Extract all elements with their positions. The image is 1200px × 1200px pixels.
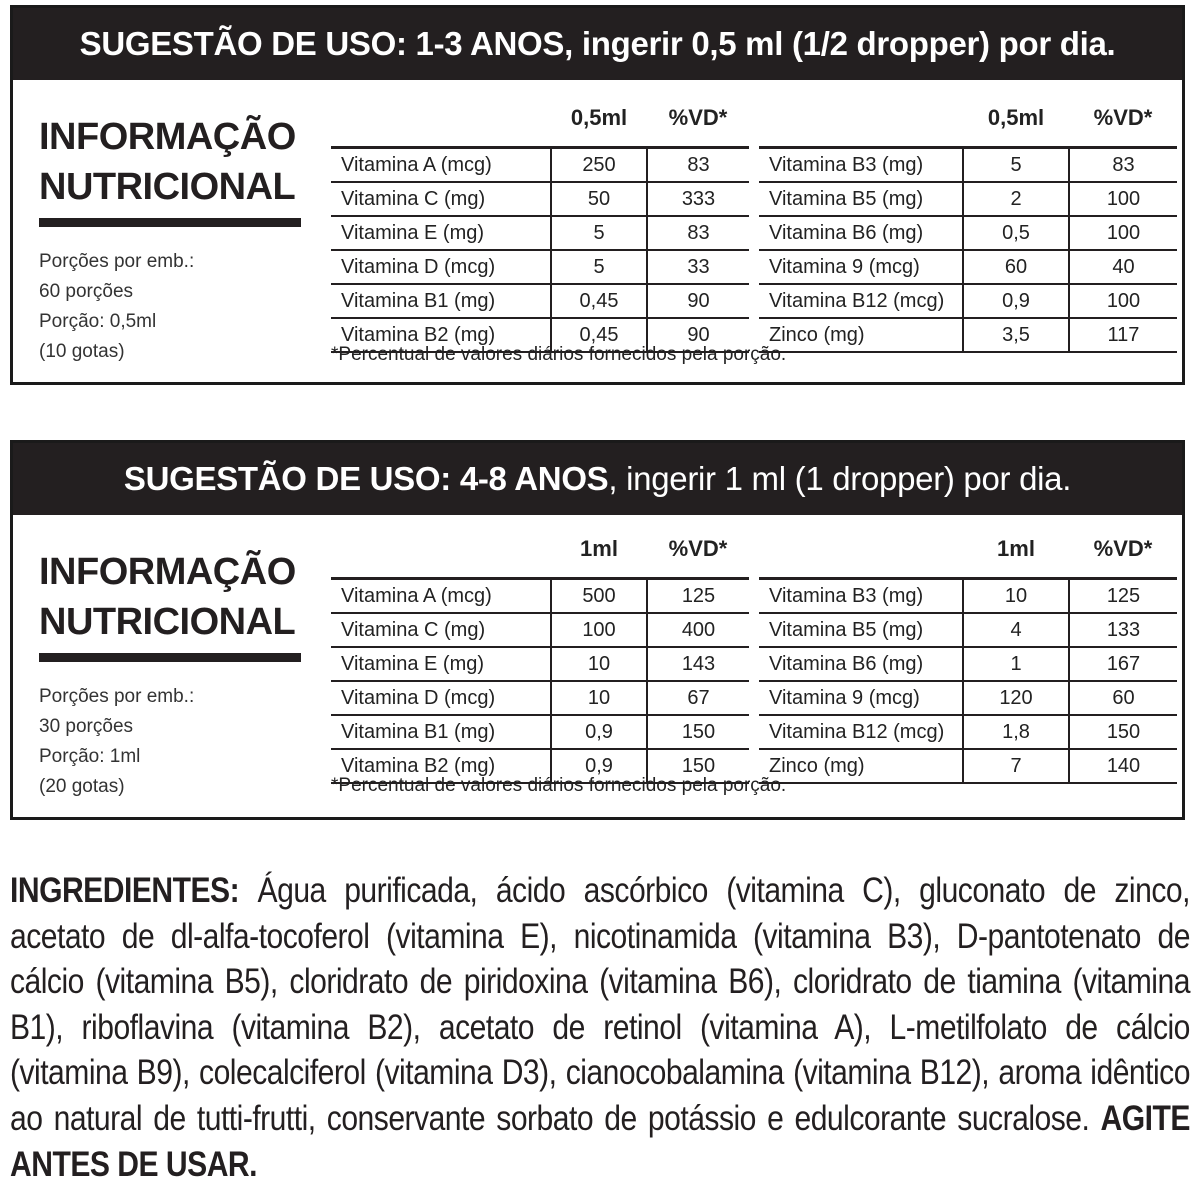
- nutrient-name: Vitamina B6 (mg): [759, 647, 963, 681]
- nutrient-amount: 500: [551, 579, 647, 614]
- nutrient-vd: 143: [647, 647, 749, 681]
- footnote: *Percentual de valores diários fornecidos pela porção.: [331, 344, 787, 365]
- nutrient-name: Vitamina 9 (mcg): [759, 250, 963, 284]
- nutrient-name: Vitamina B3 (mg): [759, 148, 963, 183]
- table-row: [331, 579, 749, 614]
- servings-per-package-label: Porções por emb.:: [39, 251, 195, 272]
- ingredients-paragraph: [10, 868, 1190, 1187]
- amount-column-header: 0,5ml: [551, 90, 647, 148]
- nutrient-vd: 133: [1069, 613, 1177, 647]
- nutrient-name: Vitamina B1 (mg): [331, 284, 551, 318]
- table-row: [331, 284, 749, 318]
- servings-info: [39, 247, 301, 367]
- nutrient-amount: 10: [551, 681, 647, 715]
- nutrient-vd: 83: [1069, 148, 1177, 183]
- vd-column-header: %VD*: [1069, 521, 1177, 579]
- info-title-line-1: INFORMAÇÃO: [39, 551, 296, 593]
- nutrition-panel-4-8-anos: [10, 440, 1185, 820]
- usage-header-rest: , ingerir 1 ml (1 dropper) por dia.: [608, 460, 1072, 497]
- nutrient-amount: 50: [551, 182, 647, 216]
- table-row: [331, 647, 749, 681]
- nutrient-vd: 167: [1069, 647, 1177, 681]
- table-row: [759, 749, 1177, 783]
- nutrient-amount: 0,9: [551, 749, 647, 783]
- ingredients-label: INGREDIENTES:: [10, 871, 240, 910]
- info-block: [39, 112, 301, 367]
- nutrient-amount: 3,5: [963, 318, 1069, 352]
- footnote: *Percentual de valores diários fornecidos pela porção.: [331, 775, 787, 796]
- servings-per-package-label: Porções por emb.:: [39, 686, 195, 707]
- nutrient-name: Vitamina C (mg): [331, 613, 551, 647]
- table-row: [759, 613, 1177, 647]
- nutrient-vd: 125: [1069, 579, 1177, 614]
- nutrient-amount: 10: [963, 579, 1069, 614]
- table-row: [331, 681, 749, 715]
- table-header-row: [759, 90, 1177, 148]
- nutrient-name: Zinco (mg): [759, 318, 963, 352]
- info-title-line-2: NUTRICIONAL: [39, 601, 296, 643]
- table-row: [759, 715, 1177, 749]
- nutrient-amount: 5: [551, 250, 647, 284]
- table-row: [331, 148, 749, 183]
- info-title-underline: [39, 653, 301, 662]
- servings-per-package-value: 60 porções: [39, 281, 134, 302]
- shake-warning: AGITE ANTES DE USAR.: [10, 1098, 1190, 1184]
- nutrition-table-right: [759, 521, 1177, 784]
- table-row: [759, 182, 1177, 216]
- table-row: [331, 715, 749, 749]
- nutrient-amount: 7: [963, 749, 1069, 783]
- ingredients-text: Água purificada, ácido ascórbico (vitamina C), gluconato de zinco, acetato de dl-alfa-tocoferol (vitamina E), nicotinamida (vitamina B3), D-pantotenato de cálcio (vitamina B5), cloridrato de piridoxina (vitamina B6), cloridrato de tiamina (vitamina B1), riboflavina (vitamina B2), acetato de retinol (vitamina A), L-metilfolato de cálcio (vitamina B9), colecalciferol (vitamina D3), cianocobalamina (vitamina B12), aroma idêntico ao natural de tutti-frutti, conservante sorbato de potássio e edulcorante sucralose.: [10, 871, 1190, 1138]
- nutrient-name: Vitamina E (mg): [331, 216, 551, 250]
- nutrient-amount: 10: [551, 647, 647, 681]
- table-row: [759, 681, 1177, 715]
- serving-size: Porção: 0,5ml: [39, 311, 157, 332]
- nutrient-amount: 250: [551, 148, 647, 183]
- vd-column-header: %VD*: [647, 521, 749, 579]
- nutrient-vd: 60: [1069, 681, 1177, 715]
- nutrient-name: Vitamina B6 (mg): [759, 216, 963, 250]
- nutrient-amount: 1,8: [963, 715, 1069, 749]
- nutrient-name: Vitamina B2 (mg): [331, 749, 551, 783]
- nutrient-vd: 150: [1069, 715, 1177, 749]
- nutrient-amount: 2: [963, 182, 1069, 216]
- nutrient-name: Vitamina A (mcg): [331, 579, 551, 614]
- table-row: [331, 216, 749, 250]
- usage-header-bold: SUGESTÃO DE USO: 4-8 ANOS: [123, 460, 609, 497]
- table-row: [759, 216, 1177, 250]
- table-row: [759, 318, 1177, 352]
- nutrient-vd: 140: [1069, 749, 1177, 783]
- nutrient-name: Vitamina B5 (mg): [759, 182, 963, 216]
- nutrient-vd: 333: [647, 182, 749, 216]
- nutrient-vd: 117: [1069, 318, 1177, 352]
- nutrient-amount: 4: [963, 613, 1069, 647]
- table-header-row: [331, 521, 749, 579]
- nutrient-name: Vitamina C (mg): [331, 182, 551, 216]
- nutrient-amount: 0,9: [963, 284, 1069, 318]
- nutrient-name: Vitamina B12 (mcg): [759, 715, 963, 749]
- table-header-row: [331, 90, 749, 148]
- nutrient-name: Vitamina B3 (mg): [759, 579, 963, 614]
- info-title-line-1: INFORMAÇÃO: [39, 116, 296, 158]
- nutrient-name: Vitamina D (mcg): [331, 681, 551, 715]
- usage-header: [13, 443, 1182, 515]
- nutrient-name: Vitamina B1 (mg): [331, 715, 551, 749]
- serving-drops: (20 gotas): [39, 776, 125, 797]
- nutrient-amount: 60: [963, 250, 1069, 284]
- usage-header-rest: ingerir 0,5 ml (1/2 dropper) por dia.: [581, 25, 1116, 62]
- nutrient-amount: 5: [551, 216, 647, 250]
- nutrient-vd: 67: [647, 681, 749, 715]
- nutrient-vd: 90: [647, 318, 749, 352]
- nutrient-name: Vitamina B2 (mg): [331, 318, 551, 352]
- nutrient-vd: 150: [647, 715, 749, 749]
- nutrition-table-right: [759, 90, 1177, 353]
- nutrient-vd: 83: [647, 216, 749, 250]
- table-row: [759, 148, 1177, 183]
- nutrition-panel-1-3-anos: [10, 5, 1185, 385]
- nutrient-amount: 0,45: [551, 284, 647, 318]
- usage-header: [13, 8, 1182, 80]
- nutrient-vd: 40: [1069, 250, 1177, 284]
- usage-header-bold: SUGESTÃO DE USO: 1-3 ANOS,: [79, 25, 573, 62]
- nutrient-vd: 100: [1069, 284, 1177, 318]
- nutrient-vd: 100: [1069, 216, 1177, 250]
- info-block: [39, 547, 301, 802]
- nutrient-name: Vitamina A (mcg): [331, 148, 551, 183]
- nutrient-amount: 0,9: [551, 715, 647, 749]
- nutrient-amount: 120: [963, 681, 1069, 715]
- serving-drops: (10 gotas): [39, 341, 125, 362]
- nutrient-name: Vitamina 9 (mcg): [759, 681, 963, 715]
- nutrient-amount: 100: [551, 613, 647, 647]
- servings-info: [39, 682, 301, 802]
- nutrient-vd: 400: [647, 613, 749, 647]
- nutrition-table-left: [331, 90, 749, 353]
- amount-column-header: 0,5ml: [963, 90, 1069, 148]
- nutrient-name: Vitamina D (mcg): [331, 250, 551, 284]
- table-row: [759, 647, 1177, 681]
- nutrient-vd: 90: [647, 284, 749, 318]
- servings-per-package-value: 30 porções: [39, 716, 134, 737]
- nutrient-vd: 33: [647, 250, 749, 284]
- nutrient-amount: 1: [963, 647, 1069, 681]
- table-row: [331, 182, 749, 216]
- nutrient-amount: 5: [963, 148, 1069, 183]
- serving-size: Porção: 1ml: [39, 746, 141, 767]
- table-row: [759, 579, 1177, 614]
- table-row: [759, 250, 1177, 284]
- nutrient-vd: 150: [647, 749, 749, 783]
- nutrient-name: Vitamina E (mg): [331, 647, 551, 681]
- table-header-row: [759, 521, 1177, 579]
- info-title-line-2: NUTRICIONAL: [39, 166, 296, 208]
- nutrient-name: Zinco (mg): [759, 749, 963, 783]
- vd-column-header: %VD*: [647, 90, 749, 148]
- table-row: [759, 284, 1177, 318]
- table-row: [331, 250, 749, 284]
- nutrient-amount: 0,5: [963, 216, 1069, 250]
- nutrient-amount: 0,45: [551, 318, 647, 352]
- vd-column-header: %VD*: [1069, 90, 1177, 148]
- amount-column-header: 1ml: [963, 521, 1069, 579]
- nutrition-table-left: [331, 521, 749, 784]
- table-row: [331, 613, 749, 647]
- nutrient-name: Vitamina B5 (mg): [759, 613, 963, 647]
- nutrient-vd: 83: [647, 148, 749, 183]
- amount-column-header: 1ml: [551, 521, 647, 579]
- info-title-underline: [39, 218, 301, 227]
- nutrient-vd: 125: [647, 579, 749, 614]
- nutrient-name: Vitamina B12 (mcg): [759, 284, 963, 318]
- nutrient-vd: 100: [1069, 182, 1177, 216]
